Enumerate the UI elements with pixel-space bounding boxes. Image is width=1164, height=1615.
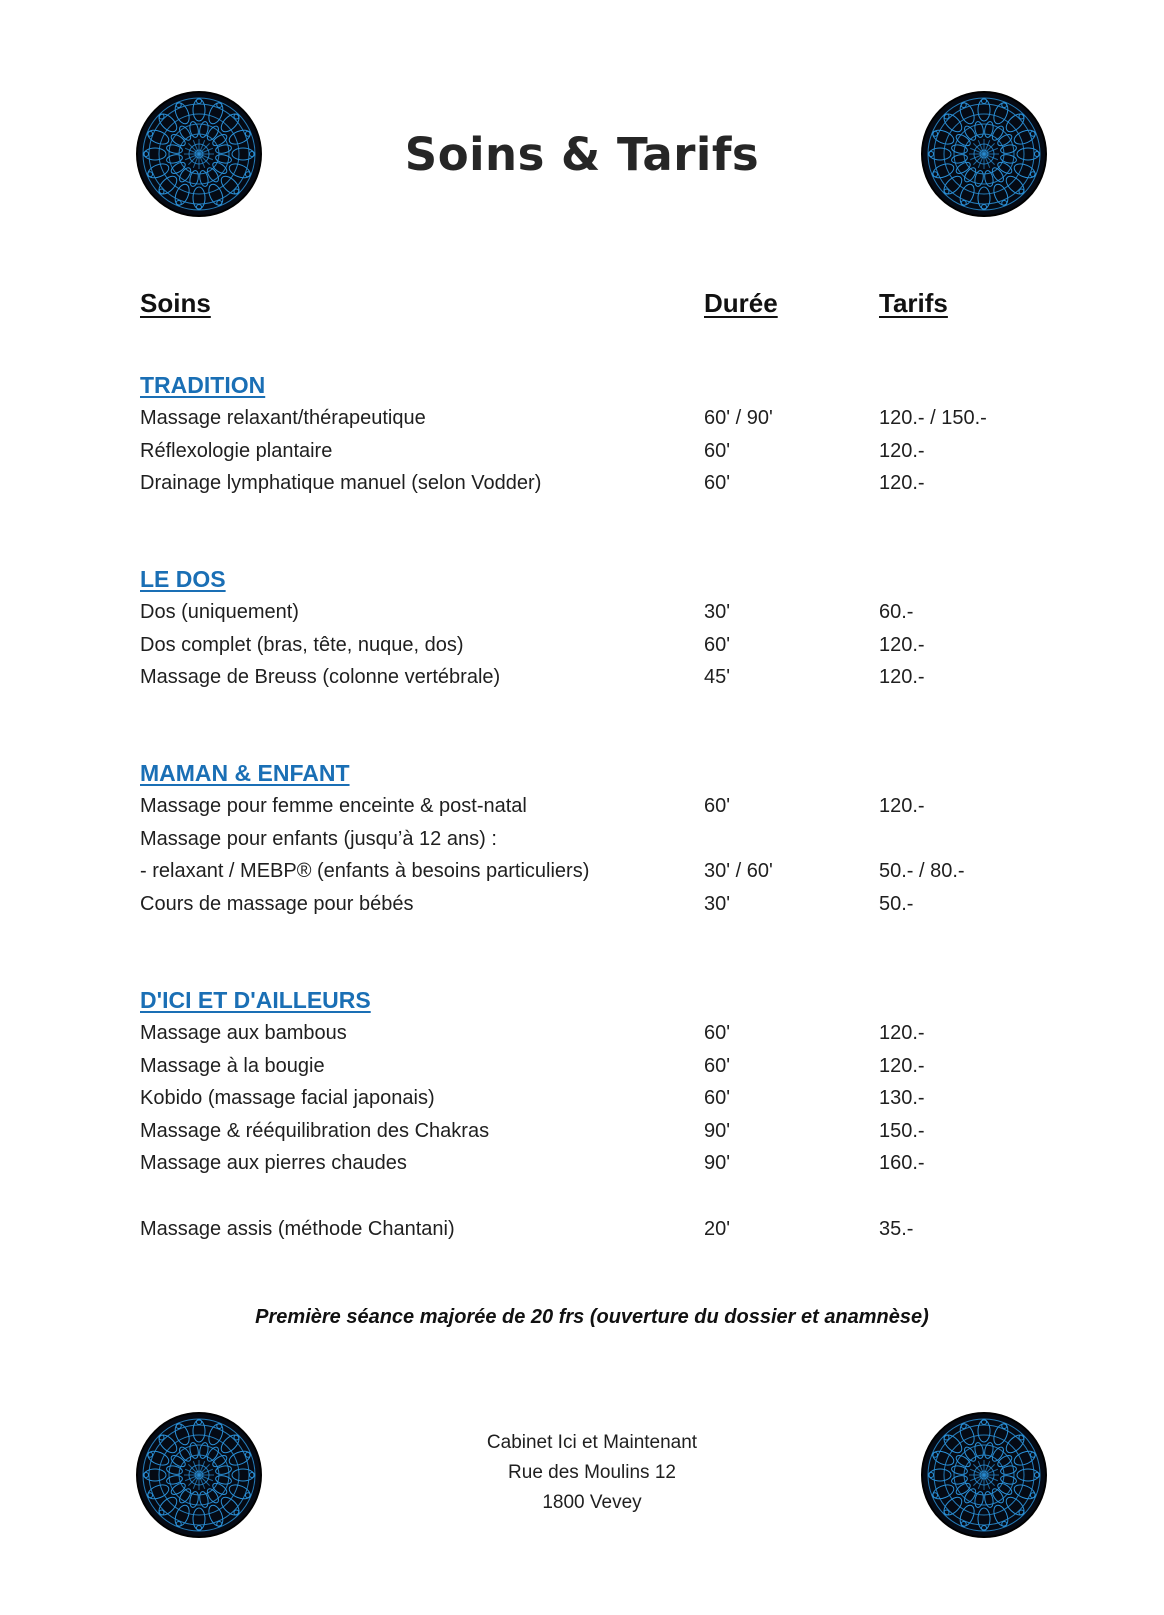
page-title: Soins & Tarifs: [404, 128, 760, 181]
service-duration: 60' / 90': [704, 407, 773, 429]
service-duration: 30' / 60': [704, 860, 773, 882]
table-row: [140, 1213, 1040, 1246]
service-name: Massage & rééquilibration des Chakras: [140, 1119, 490, 1142]
table-row: [140, 855, 1040, 888]
column-header-tarifs: Tarifs: [879, 288, 948, 318]
service-name: Réflexologie plantaire: [140, 439, 333, 462]
service-duration: 60': [704, 1087, 731, 1109]
address-line-city: 1800 Vevey: [542, 1492, 642, 1513]
service-price: 120.- / 150.-: [879, 407, 987, 429]
service-duration: 90': [704, 1119, 731, 1142]
service-duration: 60': [704, 1022, 731, 1044]
column-header-duree: Durée: [704, 288, 778, 318]
service-duration: 60': [704, 633, 731, 656]
table-row: [140, 1115, 1040, 1148]
service-name: Massage de Breuss (colonne vertébrale): [140, 666, 501, 688]
table-row: [140, 661, 1040, 694]
address-block: [0, 1428, 1164, 1518]
service-price: 120.-: [879, 795, 925, 817]
extra-service: [140, 1213, 1040, 1246]
address-line-street: Rue des Moulins 12: [508, 1462, 676, 1483]
table-row: [140, 1050, 1040, 1083]
section-title: TRADITION: [140, 372, 266, 398]
service-price: 160.-: [879, 1152, 925, 1174]
service-duration: 60': [704, 1054, 731, 1077]
address-line-name: Cabinet Ici et Maintenant: [486, 1432, 698, 1453]
table-row: [140, 629, 1040, 662]
service-price: 120.-: [879, 633, 925, 656]
table-row: [140, 1017, 1040, 1050]
service-price: 120.-: [879, 1022, 925, 1044]
service-price: 60.-: [879, 601, 914, 623]
section-title: MAMAN & ENFANT: [140, 760, 350, 786]
service-name: Massage relaxant/thérapeutique: [140, 407, 426, 429]
table-row: [140, 467, 1040, 500]
service-duration: 60': [704, 439, 731, 462]
section-title: D'ICI ET D'AILLEURS: [140, 987, 371, 1013]
service-name: Kobido (massage facial japonais): [140, 1087, 435, 1109]
section-ici-et-ailleurs: [140, 983, 1040, 1180]
service-duration: 30': [704, 892, 731, 915]
service-price: 130.-: [879, 1087, 925, 1109]
service-name: - relaxant / MEBP® (enfants à besoins particuliers): [140, 860, 590, 882]
section-title: LE DOS: [140, 566, 226, 592]
service-price: 120.-: [879, 472, 925, 494]
table-row: [140, 1147, 1040, 1180]
table-row: [140, 790, 1040, 823]
service-duration: 90': [704, 1152, 731, 1174]
service-name: Massage à la bougie: [140, 1054, 325, 1077]
service-name: Massage assis (méthode Chantani): [140, 1218, 455, 1240]
service-price: 50.-: [879, 892, 914, 915]
service-duration: 60': [704, 472, 731, 494]
service-price: 150.-: [879, 1119, 925, 1142]
table-row: [140, 1082, 1040, 1115]
service-name: Massage pour femme enceinte & post-natal: [140, 795, 527, 817]
section-tradition: [140, 368, 1040, 500]
service-duration: 20': [704, 1218, 731, 1240]
section-maman-enfant: [140, 756, 1040, 920]
table-row: [140, 596, 1040, 629]
service-duration: 60': [704, 795, 731, 817]
service-name: Drainage lymphatique manuel (selon Vodder): [140, 472, 542, 494]
service-price: 120.-: [879, 666, 925, 688]
table-row: [140, 435, 1040, 468]
first-session-note: Première séance majorée de 20 frs (ouverture du dossier et anamnèse): [255, 1306, 929, 1328]
service-name: Dos (uniquement): [140, 601, 299, 623]
service-name: Massage aux pierres chaudes: [140, 1152, 407, 1174]
table-row: [140, 888, 1040, 921]
service-duration: 45': [704, 666, 731, 688]
table-row: [140, 823, 1040, 856]
service-price: 120.-: [879, 439, 925, 462]
table-row: [140, 402, 1040, 435]
service-price: 35.-: [879, 1218, 914, 1240]
section-le-dos: [140, 562, 1040, 694]
column-header-soins: Soins: [140, 288, 211, 318]
service-name: Dos complet (bras, tête, nuque, dos): [140, 633, 464, 656]
service-price: 120.-: [879, 1054, 925, 1077]
service-duration: 30': [704, 601, 731, 623]
service-name: Massage pour enfants (jusqu’à 12 ans) :: [140, 827, 497, 850]
service-price: 50.- / 80.-: [879, 860, 965, 882]
service-name: Massage aux bambous: [140, 1022, 347, 1044]
service-name: Cours de massage pour bébés: [140, 892, 414, 915]
